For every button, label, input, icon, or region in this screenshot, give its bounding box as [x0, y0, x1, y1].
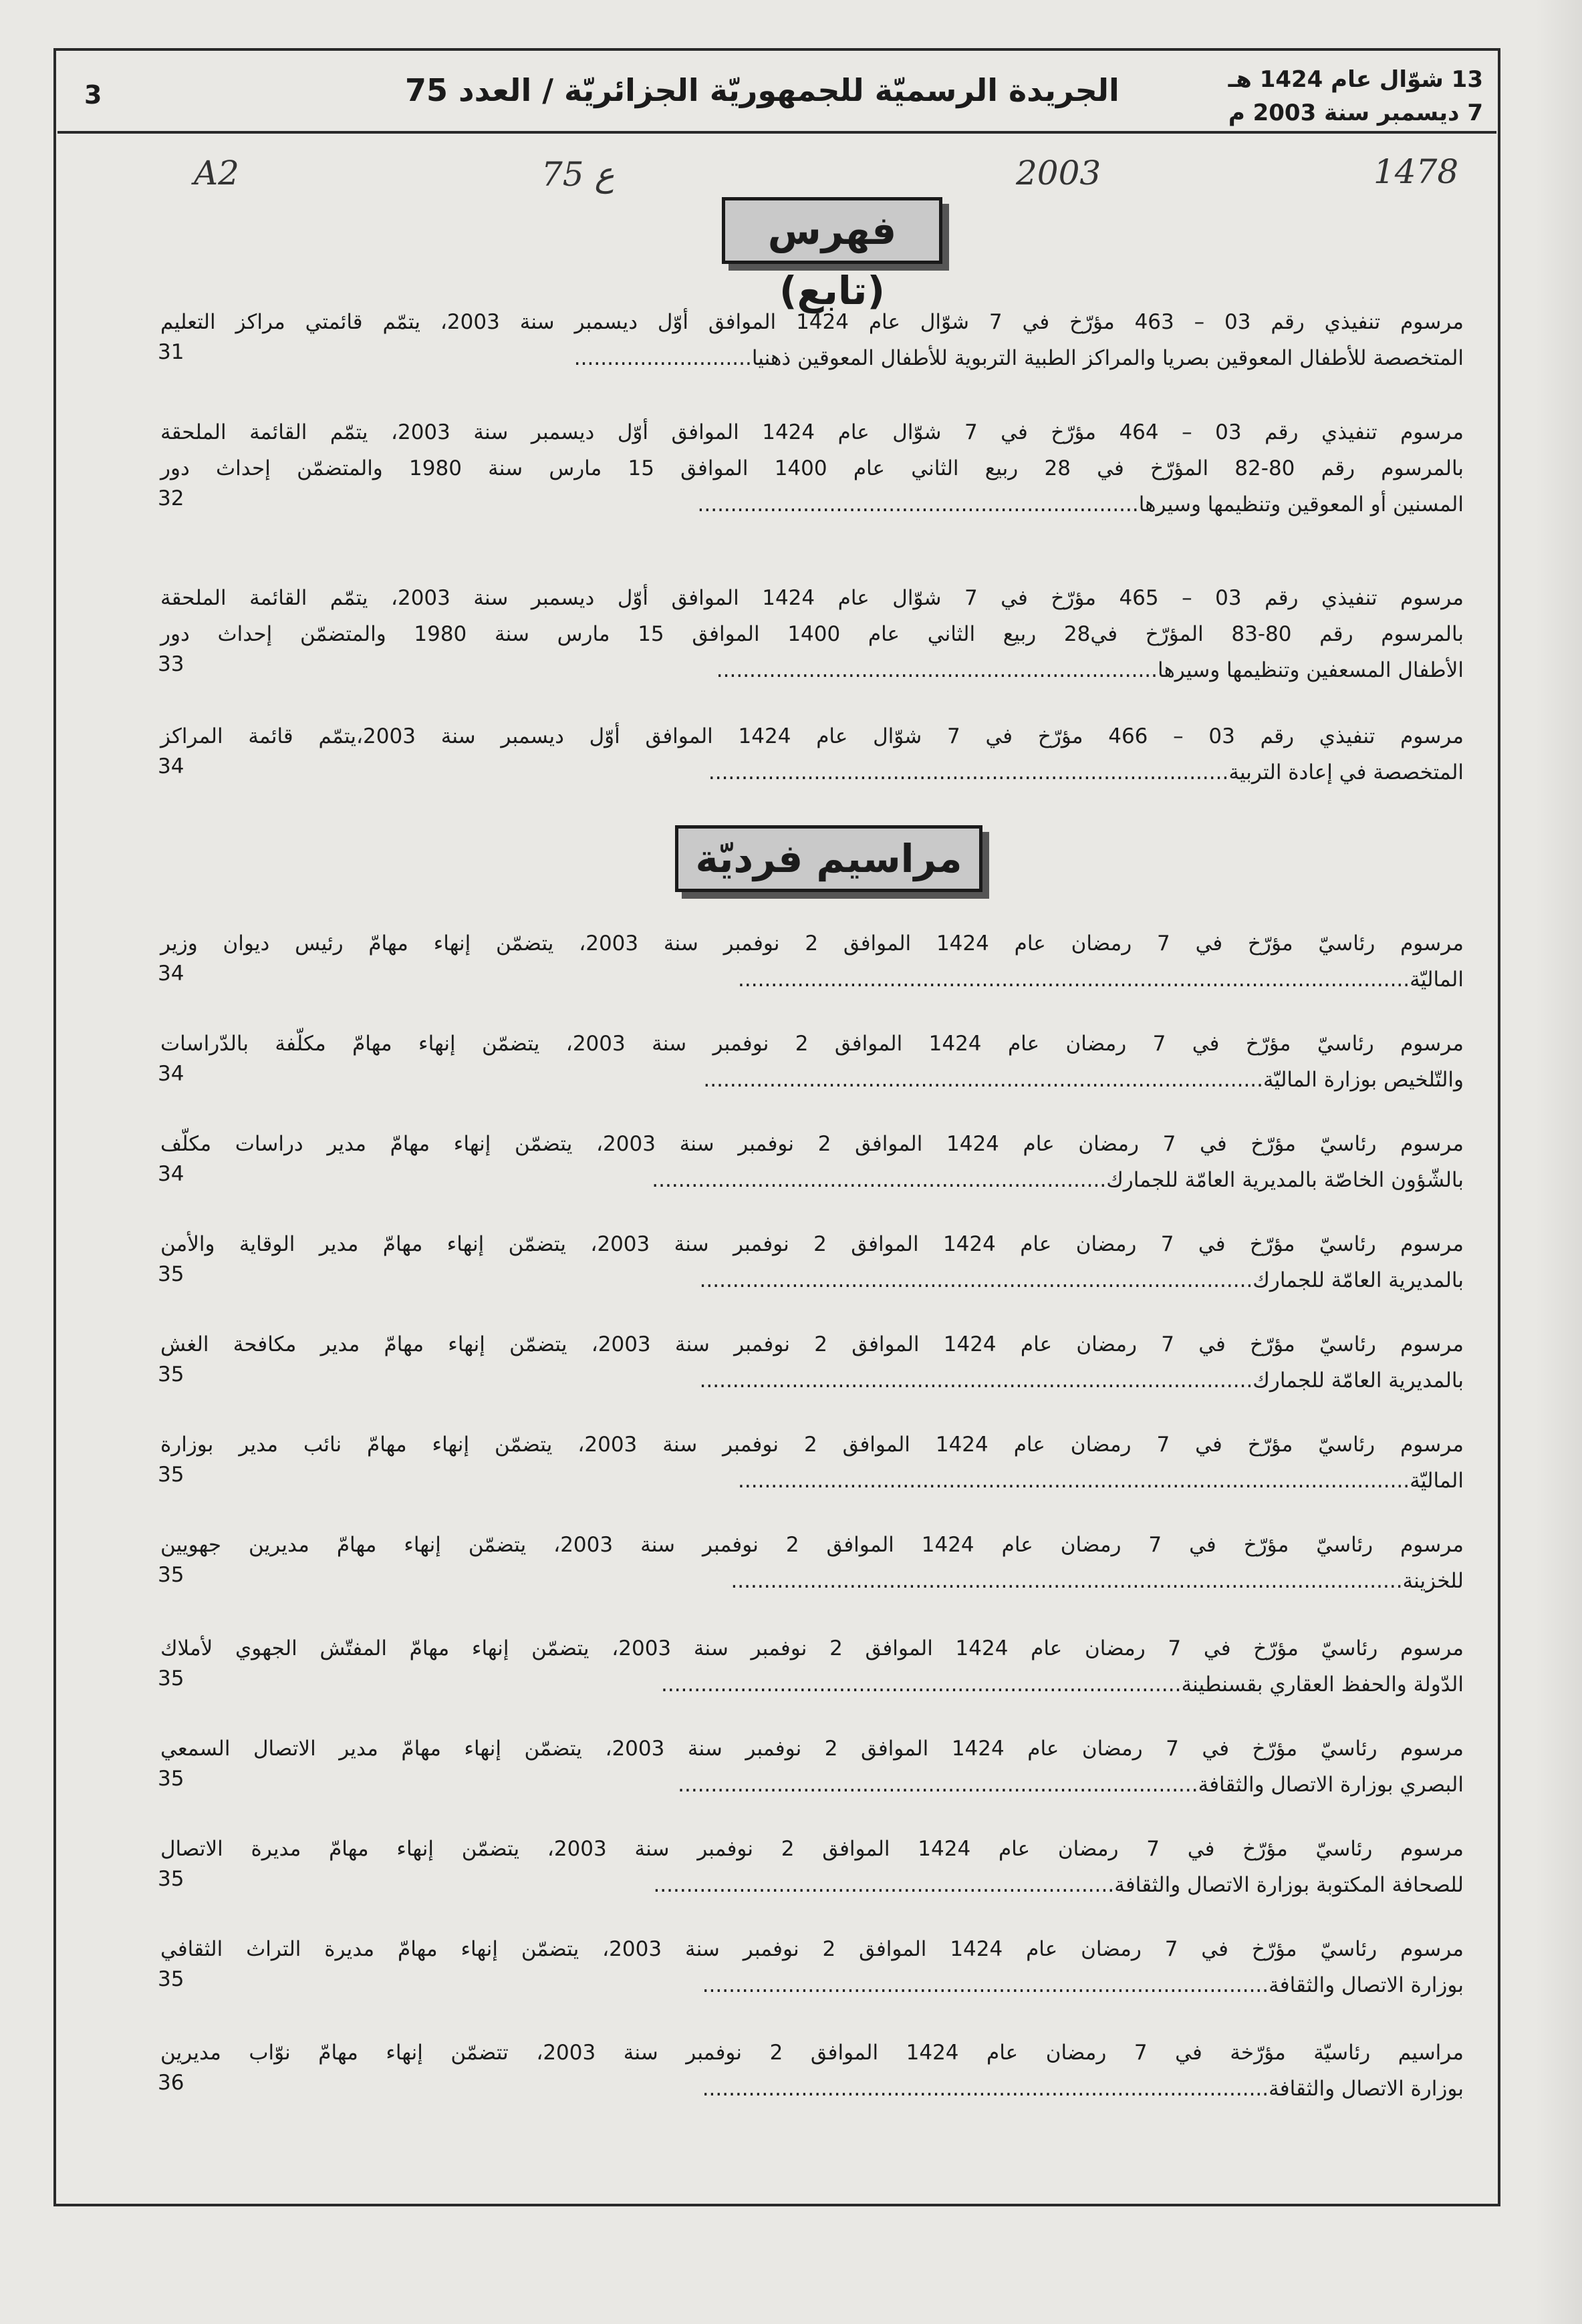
toc-entry-line: مرسوم تنفيذي رقم 03 – 465 مؤرّخ في 7 شوّال عام 1424 الموافق أوّل ديسمبر سنة 2003، يتمّم القائمة الملحقة: [160, 586, 1464, 610]
toc-page-number: 35: [158, 1767, 184, 1791]
toc-entry-line: بوزارة الاتصال والثقافة......................................................................................: [702, 2077, 1464, 2101]
toc-page-number: 35: [158, 1463, 184, 1487]
toc-entry-line: المسنين أو المعوقين وتنظيمها وسيرها...................................................................: [697, 492, 1464, 517]
toc-entry-line: البصري بوزارة الاتصال والثقافة...............................................................................: [678, 1773, 1464, 1797]
handwritten-note-issue: 75 ع: [541, 155, 615, 194]
toc-entry-line: بوزارة الاتصال والثقافة......................................................................................: [702, 1973, 1464, 1997]
toc-entry-line: مرسوم تنفيذي رقم 03 – 466 مؤرّخ في 7 شوّال عام 1424 الموافق أوّل ديسمبر سنة 2003،يتمّم قائمة المراكز: [160, 724, 1464, 748]
toc-entry-line: مرسوم رئاسيّ مؤرّخ في 7 رمضان عام 1424 الموافق 2 نوفمبر سنة 2003، يتضمّن إنهاء مهامّ مدير دراسات مكلّف: [160, 1132, 1464, 1156]
toc-entry: [160, 718, 1464, 790]
toc-entry-line: بالشّؤون الخاصّة بالمديرية العامّة للجمارك.....................................................................: [652, 1168, 1464, 1192]
toc-entry-line: للخزينة......................................................................................................: [731, 1569, 1464, 1593]
toc-page-number: 34: [158, 1062, 184, 1086]
toc-entry-line: بالمرسوم رقم 80-82 المؤرّخ في 28 ربيع الثاني عام 1400 الموافق 15 مارس سنة 1980 والمتضمّن إحداث دور: [160, 456, 1464, 480]
toc-page-number: 35: [158, 1867, 184, 1891]
page-header: [57, 53, 1496, 134]
toc-entry-line: مرسوم تنفيذي رقم 03 – 463 مؤرّخ في 7 شوّال عام 1424 الموافق أوّل ديسمبر سنة 2003، يتمّم قائمتي مراكز التعليم: [160, 310, 1464, 334]
toc-entry-line: مرسوم رئاسيّ مؤرّخ في 7 رمضان عام 1424 الموافق 2 نوفمبر سنة 2003، يتضمّن إنهاء مهامّ مديرة الاتصال: [160, 1837, 1464, 1861]
toc-page-number: 34: [158, 962, 184, 986]
toc-entry: [160, 1026, 1464, 1098]
toc-entry-line: والتّلخيص بوزارة الماليّة.....................................................................................: [703, 1068, 1464, 1092]
toc-entry-line: مراسيم رئاسيّة مؤرّخة في 7 رمضان عام 1424 الموافق 2 نوفمبر سنة 2003، تتضمّن إنهاء مهامّ نوّاب مديرين: [160, 2041, 1464, 2065]
toc-entry: [160, 1427, 1464, 1499]
toc-entry-line: للصحافة المكتوبة بوزارة الاتصال والثقافة......................................................................: [653, 1873, 1464, 1897]
hijri-date: 13 شوّال عام 1424 هـ: [1228, 66, 1483, 93]
scan-edge-shadow: [1535, 0, 1582, 2324]
toc-entry-line: مرسوم رئاسيّ مؤرّخ في 7 رمضان عام 1424 الموافق 2 نوفمبر سنة 2003، يتضمّن إنهاء مهامّ مدير الاتصال السمعي: [160, 1737, 1464, 1761]
section-heading-individual-decrees: مراسيم فرديّة: [675, 825, 982, 892]
toc-entry: [160, 1931, 1464, 2003]
toc-entry: [160, 1831, 1464, 1903]
toc-entry: [160, 304, 1464, 376]
toc-entry-line: مرسوم رئاسيّ مؤرّخ في 7 رمضان عام 1424 الموافق 2 نوفمبر سنة 2003، يتضمّن إنهاء مهامّ مدير الوقاية والأمن: [160, 1232, 1464, 1256]
toc-entry-line: الأطفال المسعفين وتنظيمها وسيرها...................................................................: [716, 658, 1464, 682]
handwritten-note-number: 1478: [1373, 152, 1459, 191]
toc-entry-line: مرسوم رئاسيّ مؤرّخ في 7 رمضان عام 1424 الموافق 2 نوفمبر سنة 2003، يتضمّن إنهاء مهامّ مكلّفة بالدّراسات: [160, 1032, 1464, 1056]
toc-page-number: 32: [158, 486, 184, 511]
toc-page-number: 34: [158, 754, 184, 778]
toc-entry-line: الماليّة......................................................................................................: [738, 1469, 1464, 1493]
toc-page-number: 35: [158, 1967, 184, 1991]
toc-entry-line: مرسوم رئاسيّ مؤرّخ في 7 رمضان عام 1424 الموافق 2 نوفمبر سنة 2003، يتضمّن إنهاء مهامّ رئيس ديوان وزير: [160, 931, 1464, 956]
toc-entry-line: مرسوم رئاسيّ مؤرّخ في 7 رمضان عام 1424 الموافق 2 نوفمبر سنة 2003، يتضمّن إنهاء مهامّ مديرة التراث الثقافي: [160, 1937, 1464, 1961]
issue-date: [1228, 63, 1483, 130]
toc-entry-line: الدّولة والحفظ العقاري بقسنطينة...............................................................................: [661, 1673, 1464, 1697]
toc-entry: [160, 1527, 1464, 1599]
toc-page-number: 33: [158, 652, 184, 676]
toc-entry: [160, 1630, 1464, 1703]
toc-entry-line: المتخصصة للأطفال المعوقين بصريا والمراكز الطبية التربوية للأطفال المعوقين ذهنيا...........................: [573, 346, 1464, 370]
gregorian-date: 7 ديسمبر سنة 2003 م: [1228, 100, 1483, 126]
toc-entry: [160, 1226, 1464, 1298]
page-number: 3: [84, 80, 102, 110]
gazette-title: الجريدة الرسميّة للجمهوريّة الجزائريّة / العدد 75: [405, 72, 1119, 108]
toc-page-number: 35: [158, 1362, 184, 1387]
toc-entry-line: بالمديرية العامّة للجمارك....................................................................................: [699, 1268, 1464, 1292]
toc-page-number: 35: [158, 1262, 184, 1286]
toc-entry-line: المتخصصة في إعادة التربية...............................................................................: [708, 760, 1464, 784]
toc-entry: [160, 2035, 1464, 2107]
toc-page-number: 35: [158, 1666, 184, 1691]
toc-entry: [160, 414, 1464, 523]
toc-entry-line: بالمرسوم رقم 80-83 المؤرّخ في28 ربيع الثاني عام 1400 الموافق 15 مارس سنة 1980 والمتضمّن إحداث دور: [160, 622, 1464, 646]
toc-entry: [160, 1126, 1464, 1198]
toc-entry-line: مرسوم رئاسيّ مؤرّخ في 7 رمضان عام 1424 الموافق 2 نوفمبر سنة 2003، يتضمّن إنهاء مهامّ نائب مدير بوزارة: [160, 1433, 1464, 1457]
toc-entry-line: الماليّة......................................................................................................: [738, 968, 1464, 992]
toc-page-number: 35: [158, 1563, 184, 1587]
toc-entry: [160, 1326, 1464, 1399]
section-heading-index: فهرس (تابع): [722, 197, 942, 264]
toc-entry: [160, 925, 1464, 998]
toc-entry: [160, 580, 1464, 688]
handwritten-note-year: 2003: [1016, 154, 1101, 192]
toc-entry: [160, 1731, 1464, 1803]
toc-entry-line: مرسوم تنفيذي رقم 03 – 464 مؤرّخ في 7 شوّال عام 1424 الموافق أوّل ديسمبر سنة 2003، يتمّم القائمة الملحقة: [160, 420, 1464, 444]
toc-entry-line: مرسوم رئاسيّ مؤرّخ في 7 رمضان عام 1424 الموافق 2 نوفمبر سنة 2003، يتضمّن إنهاء مهامّ المفتّش الجهوي لأملاك: [160, 1636, 1464, 1660]
toc-page-number: 36: [158, 2071, 184, 2095]
toc-page-number: 34: [158, 1162, 184, 1186]
toc-page-number: 31: [158, 340, 184, 364]
toc-entry-line: بالمديرية العامّة للجمارك....................................................................................: [699, 1368, 1464, 1393]
toc-entry-line: مرسوم رئاسيّ مؤرّخ في 7 رمضان عام 1424 الموافق 2 نوفمبر سنة 2003، يتضمّن إنهاء مهامّ مدير مكافحة الغش: [160, 1332, 1464, 1356]
toc-entry-line: مرسوم رئاسيّ مؤرّخ في 7 رمضان عام 1424 الموافق 2 نوفمبر سنة 2003، يتضمّن إنهاء مهامّ مديرين جهويين: [160, 1533, 1464, 1557]
handwritten-note-a2: A2: [194, 154, 239, 192]
